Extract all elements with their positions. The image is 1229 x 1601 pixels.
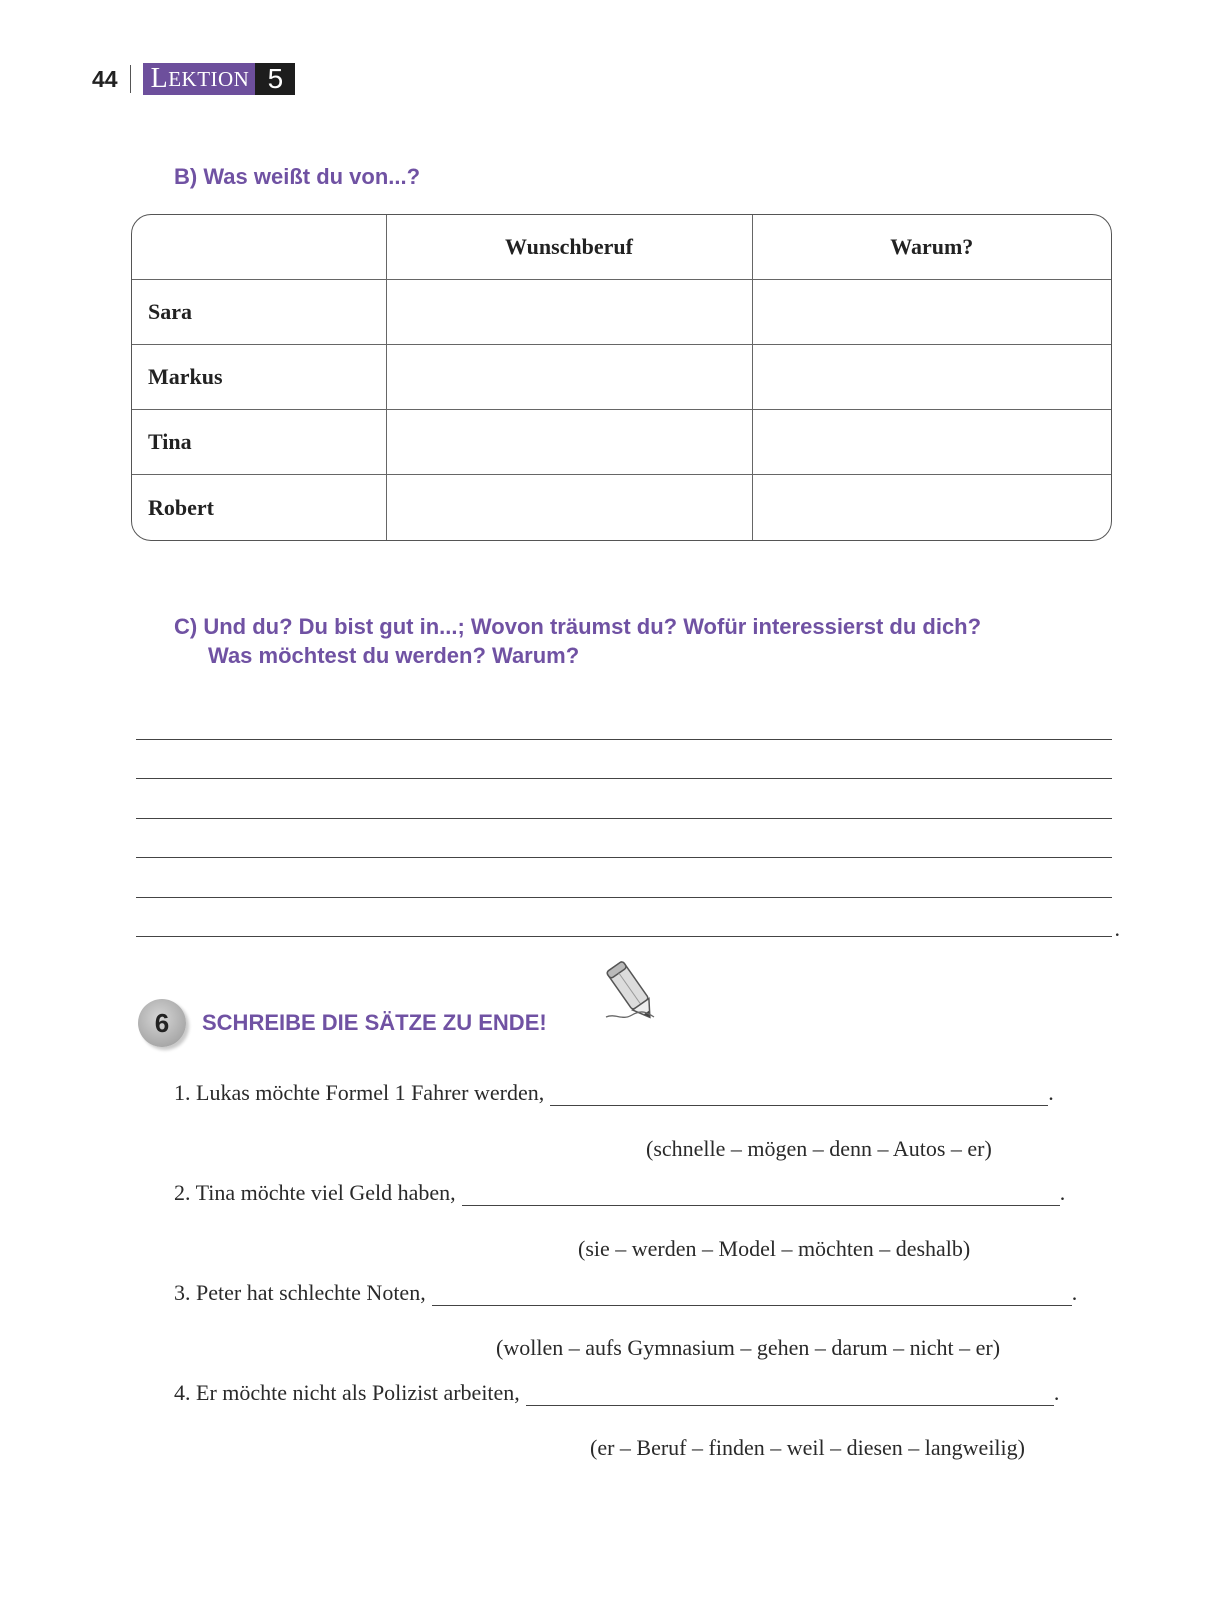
table-header-empty [132, 215, 386, 279]
wunschberuf-table [131, 214, 1112, 541]
section-b-title: B) Was weißt du von...? [174, 164, 421, 189]
writing-line[interactable] [136, 740, 1112, 780]
pencil-icon [598, 955, 668, 1035]
sentence-end: . [1048, 1080, 1054, 1105]
table-header-wunschberuf: Wunschberuf [386, 215, 752, 279]
writing-line[interactable] [136, 779, 1112, 819]
page-header [92, 62, 295, 96]
table-cell-name: Robert [132, 475, 386, 540]
writing-line[interactable] [136, 819, 1112, 859]
sentence-hint: (wollen – aufs Gymnasium – gehen – darum – nicht – er) [496, 1335, 1001, 1360]
table-header-row [132, 215, 1111, 279]
table-cell-wunschberuf[interactable] [386, 344, 752, 409]
sentence-hint: (schnelle – mögen – denn – Autos – er) [646, 1136, 992, 1161]
sentence-text: 2. Tina möchte viel Geld haben, [174, 1180, 456, 1205]
page-number: 44 [92, 65, 118, 92]
table-cell-wunschberuf[interactable] [386, 475, 752, 540]
table-cell-name: Sara [132, 279, 386, 344]
lektion-label-initial: L [150, 63, 169, 94]
lektion-label-rest: EKTION [168, 66, 250, 91]
table-row [132, 279, 1111, 344]
answer-blank[interactable] [526, 1384, 1054, 1406]
table-cell-wunschberuf[interactable] [386, 279, 752, 344]
writing-line[interactable] [136, 700, 1112, 740]
answer-blank[interactable] [432, 1284, 1072, 1306]
exercise-number-badge: 6 [138, 999, 186, 1047]
table-row [132, 475, 1111, 540]
answer-blank[interactable] [550, 1084, 1048, 1106]
table-cell-name: Markus [132, 344, 386, 409]
sentence-2 [174, 1180, 1065, 1206]
table-cell-warum[interactable] [752, 279, 1111, 344]
answer-blank[interactable] [462, 1184, 1060, 1206]
table-row [132, 344, 1111, 409]
sentence-end: . [1071, 1280, 1078, 1305]
lektion-number: 5 [255, 63, 295, 95]
sentence-4 [174, 1380, 1059, 1406]
exercise-title: SCHREIBE DIE SÄTZE ZU ENDE! [202, 1010, 547, 1035]
table-cell-warum[interactable] [752, 344, 1111, 409]
table-cell-name: Tina [132, 410, 386, 475]
table-header-warum: Warum? [752, 215, 1111, 279]
section-c-title-line2: Was möchtest du werden? Warum? [208, 643, 580, 668]
header-divider [130, 65, 131, 93]
sentence-text: 3. Peter hat schlechte Noten, [174, 1280, 426, 1305]
table-cell-wunschberuf[interactable] [386, 410, 752, 475]
table-cell-warum[interactable] [752, 410, 1111, 475]
sentence-end: . [1053, 1380, 1060, 1405]
table-cell-warum[interactable] [752, 475, 1111, 540]
writing-lines [136, 700, 1120, 941]
sentence-3 [174, 1280, 1077, 1306]
writing-line[interactable] [136, 858, 1112, 898]
sentence-text: 1. Lukas möchte Formel 1 Fahrer werden, [174, 1080, 545, 1105]
sentence-end: . [1059, 1180, 1066, 1205]
lektion-label [143, 63, 256, 95]
end-punctuation: . [1114, 916, 1120, 941]
section-c-title-line1: C) Und du? Du bist gut in...; Wovon träumst du? Wofür interessierst du dich? [174, 614, 982, 639]
writing-line[interactable] [136, 898, 1120, 941]
sentence-1 [174, 1080, 1054, 1106]
sentence-text: 4. Er möchte nicht als Polizist arbeiten, [174, 1380, 520, 1405]
sentence-hint: (er – Beruf – finden – weil – diesen – langweilig) [590, 1435, 1025, 1460]
table-row [132, 410, 1111, 475]
sentence-hint: (sie – werden – Model – möchten – deshalb) [578, 1236, 971, 1261]
